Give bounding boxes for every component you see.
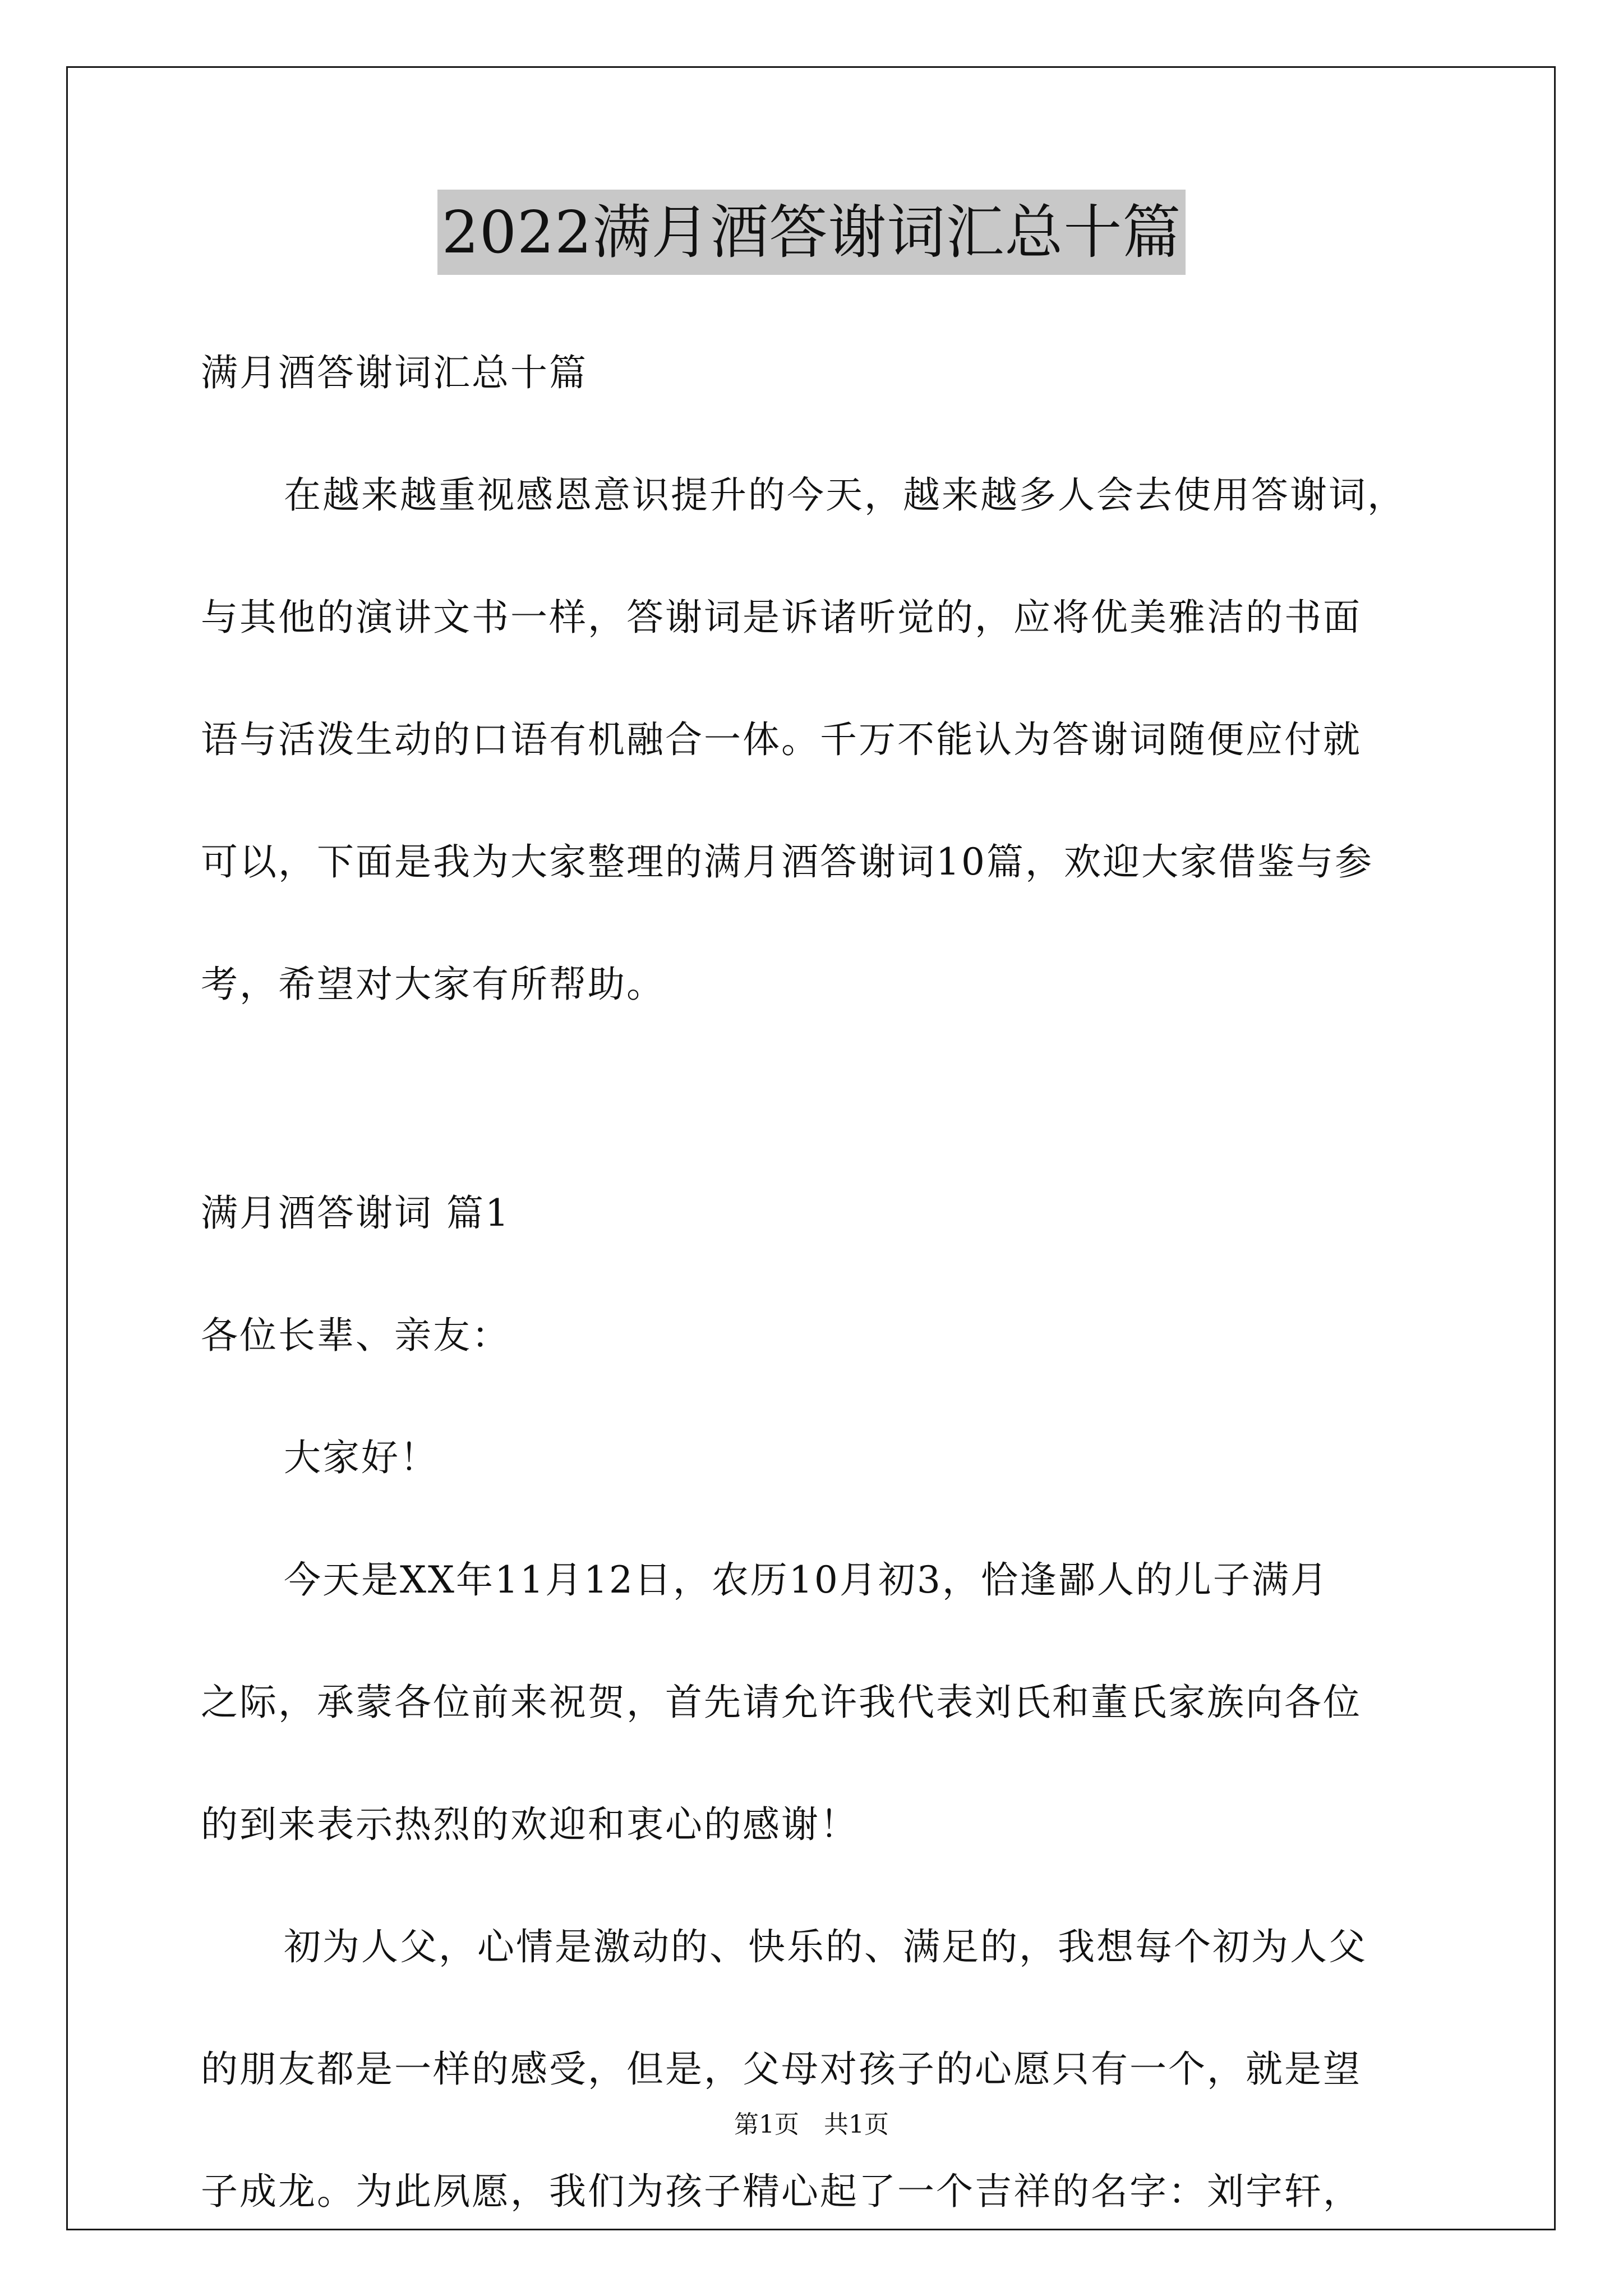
intro-line: 考，希望对大家有所帮助。	[201, 963, 665, 1006]
paragraph-line: 子成龙。为此夙愿，我们为孩子精心起了一个吉祥的名字：刘宇轩，	[201, 2170, 1362, 2213]
intro-line: 语与活泼生动的口语有机融合一体。千万不能认为答谢词随便应付就	[201, 718, 1362, 761]
document-subtitle: 满月酒答谢词汇总十篇	[201, 351, 588, 394]
intro-line: 在越来越重视感恩意识提升的今天，越来越多人会去使用答谢词，	[284, 473, 1406, 517]
greeting: 大家好！	[284, 1436, 439, 1479]
paragraph-line: 之际，承蒙各位前来祝贺，首先请允许我代表刘氏和董氏家族向各位	[201, 1681, 1362, 1724]
page-footer: 第1页 共1页	[734, 2110, 889, 2139]
salutation: 各位长辈、亲友：	[201, 1314, 510, 1357]
document-body	[201, 348, 1435, 2289]
title-container	[0, 190, 1623, 275]
paragraph-line: 的到来表示热烈的欢迎和衷心的感谢！	[201, 1803, 859, 1846]
section-heading: 满月酒答谢词 篇1	[201, 1191, 510, 1235]
paragraph-line: 的朋友都是一样的感受，但是，父母对孩子的心愿只有一个，就是望	[201, 2047, 1362, 2091]
intro-line: 与其他的演讲文书一样，答谢词是诉诸听觉的，应将优美雅洁的书面	[201, 596, 1362, 639]
section-spacer	[201, 1082, 1435, 1188]
paragraph-line: 初为人父，心情是激动的、快乐的、满足的，我想每个初为人父	[284, 1925, 1367, 1968]
document-title: 2022满月酒答谢词汇总十篇	[437, 190, 1186, 275]
intro-line: 可以，下面是我为大家整理的满月酒答谢词10篇，欢迎大家借鉴与参	[201, 840, 1373, 884]
paragraph-line: 今天是XX年11月12日，农历10月初3，恰逢鄙人的儿子满月	[284, 1558, 1329, 1602]
